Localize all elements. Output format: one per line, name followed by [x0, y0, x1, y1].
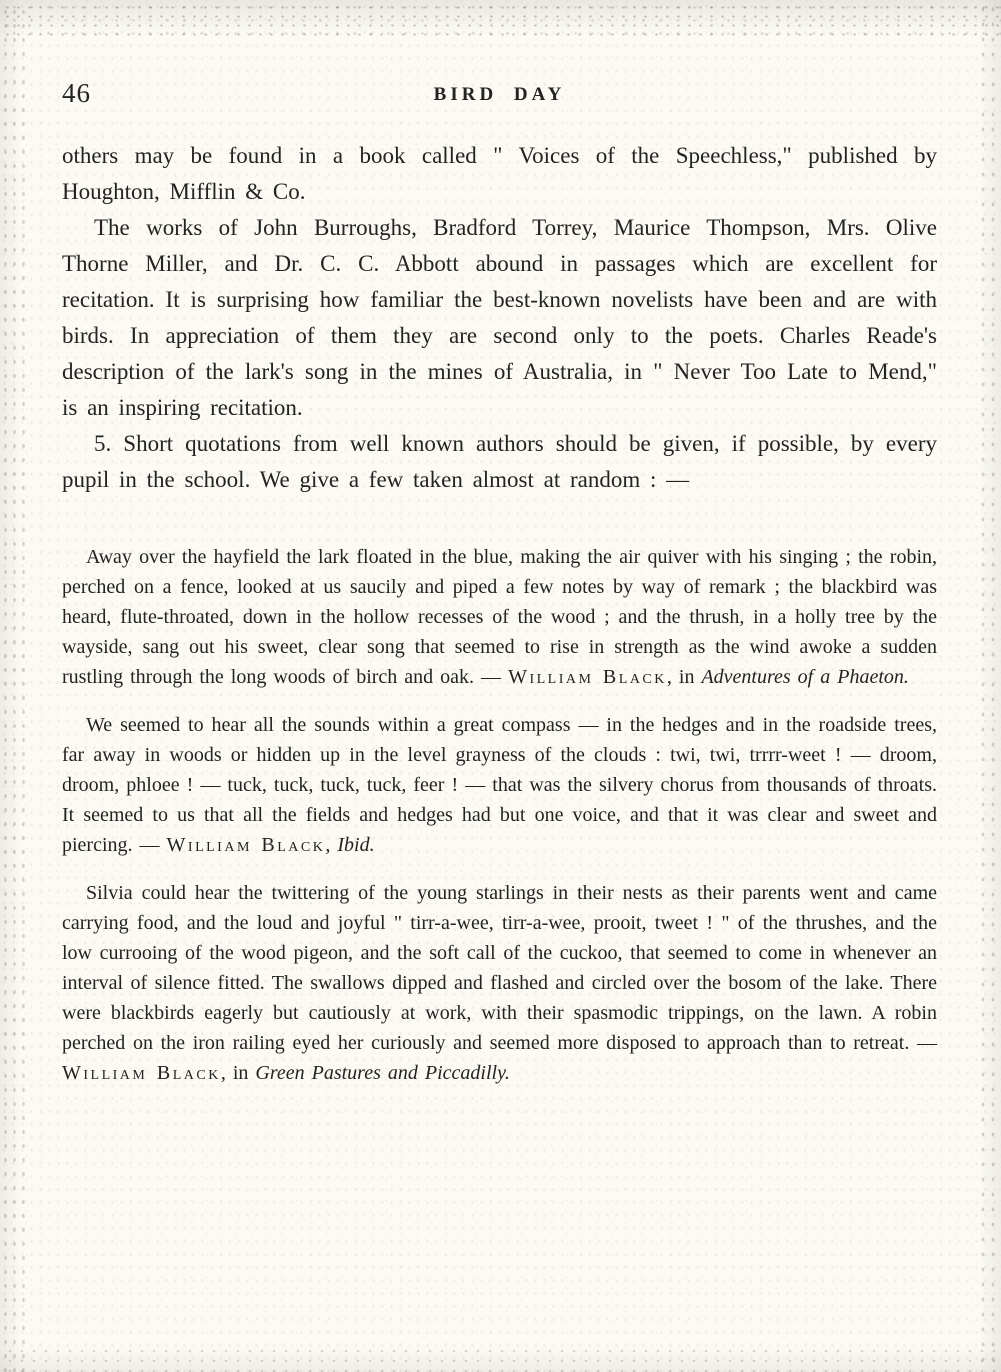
scan-noise-left: [0, 0, 26, 1372]
quotation-1-connector: , in: [666, 666, 702, 688]
scan-noise-right: [975, 0, 1001, 1372]
quotation-2-source: Ibid.: [337, 834, 375, 856]
quotation-2-text: We seemed to hear all the sounds within a great compass — in the hedges and in the roadside trees, far away in woods or hidden up in the level grayness of the clouds : twi, twi, trrrr-weet ! — droom, droom, phloee ! — tuck, tuck, tuck, tuck, feer ! — that was the silvery chorus from thousands of throats. It seemed to us that all the fields and hedges had but one voice, and that it was clear and sweet and piercing. —: [62, 714, 937, 856]
quotation-3-author: William Black: [62, 1062, 221, 1084]
quotation-2: [62, 710, 937, 860]
page-number: 46: [62, 78, 91, 108]
body-paragraph-2: The works of John Burroughs, Bradford Torrey, Maurice Thompson, Mrs. Olive Thorne Miller, and Dr. C. C. Abbott abound in passages which are excellent for recitation. It is surprising how familiar the best-known novelists have been and are with birds. In appreciation of them they are second only to the poets. Charles Reade's description of the lark's song in the mines of Australia, in " Never Too Late to Mend," is an inspiring recitation.: [62, 215, 937, 420]
quotation-3: [62, 878, 937, 1088]
quotation-1-text: Away over the hayfield the lark floated in the blue, making the air quiver with his singing ; the robin, perched on a fence, looked at us saucily and piped a few notes by way of remark ; the blackbird was heard, flute-throated, down in the hollow recesses of the wood ; and the thrush, in a holly tree by the wayside, sang out his sweet, clear song that seemed to rise in strength as the wind awoke a sudden rustling through the long woods of birch and oak. —: [62, 546, 937, 688]
body-paragraph-1: others may be found in a book called " Voices of the Speechless," published by Houghton, Mifflin & Co.: [62, 143, 937, 204]
scan-noise-top: [0, 0, 1001, 38]
quotation-2-author: William Black: [166, 834, 326, 856]
running-title: BIRD DAY: [433, 84, 566, 105]
quotation-3-connector: , in: [220, 1062, 256, 1084]
quotation-1-author: William Black: [508, 666, 667, 688]
body-paragraph-3: 5. Short quotations from well known authors should be given, if possible, by every pupil in the school. We give a few taken almost at random : —: [62, 431, 937, 492]
quotation-2-connector: ,: [325, 834, 338, 856]
quotation-1-source: Adventures of a Phaeton.: [701, 666, 909, 688]
quotation-3-source: Green Pastures and Piccadilly.: [255, 1062, 510, 1084]
page-header: [62, 76, 937, 120]
quotation-1: [62, 542, 937, 692]
scan-noise-bottom: [0, 1342, 1001, 1372]
quotation-3-text: Silvia could hear the twittering of the young starlings in their nests as their parents went and came carrying food, and the loud and joyful " tirr-a-wee, tirr-a-wee, prooit, tweet ! " of the thrushes, and the low currooing of the wood pigeon, and the soft call of the cuckoo, that seemed to come in whenever an interval of silence fitted. The swallows dipped and flashed and circled over the bosom of the lake. There were blackbirds eagerly but cautiously at work, with their spasmodic trippings, on the lawn. A robin perched on the iron railing eyed her curiously and seemed more disposed to approach than to retreat. —: [62, 882, 937, 1054]
quotations-section: [62, 542, 937, 1088]
page-body: [62, 138, 937, 1088]
